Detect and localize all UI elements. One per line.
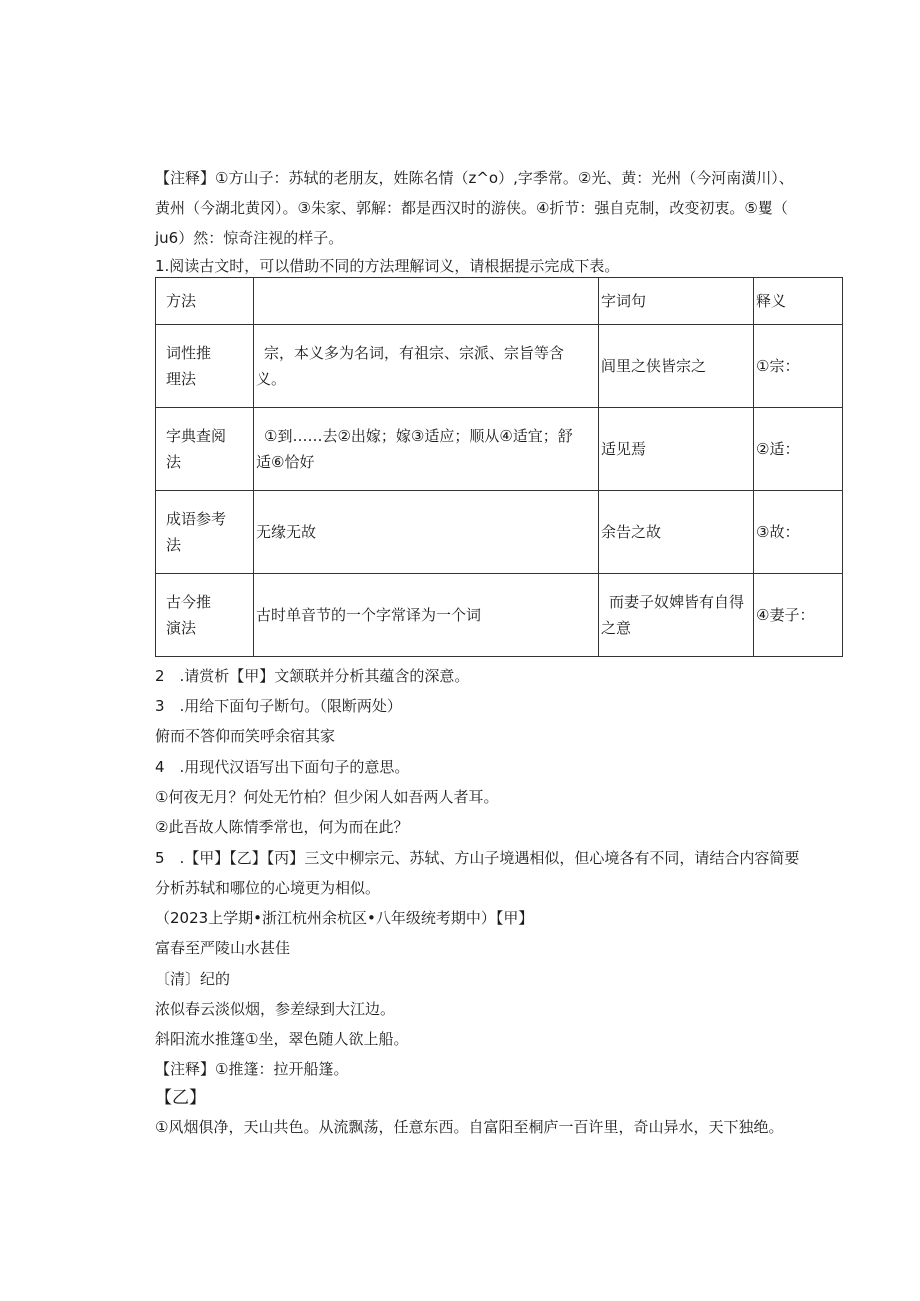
table-header-row — [156, 278, 843, 325]
answer-cell: ④妻子： — [754, 574, 843, 657]
table-row — [156, 325, 843, 408]
table-row — [156, 574, 843, 657]
phrase-cell: 闾里之侠皆宗之 — [599, 325, 754, 408]
annotation-line-2: 黄州（今湖北黄冈）。③朱家、郭解：都是西汉时的游侠。④折节：强自克制，改变初衷。⑤矍（ — [155, 199, 788, 217]
annotation-line-3: ju6）然：惊奇注视的样子。 — [155, 229, 344, 247]
prose-line-1: ①风烟俱净，天山共色。从流飘荡，任意东西。自富阳至桐庐一百许里，奇山异水，天下独绝。 — [155, 1118, 784, 1136]
table-row — [156, 491, 843, 574]
poem-author: 〔清〕纪的 — [155, 970, 231, 988]
section-b-label: 【乙】 — [155, 1088, 206, 1108]
hint-cell: 古时单音节的一个字常译为一个词 — [254, 574, 599, 657]
method-cell: 词性推 理法 — [156, 325, 254, 408]
question-3-sentence: 俯而不答仰而笑呼余宿其家 — [155, 727, 336, 745]
question-5-line-2: 分析苏轼和哪位的心境更为相似。 — [155, 879, 381, 897]
question-2: 2 .请赏析【甲】文颔联并分析其蕴含的深意。 — [155, 667, 470, 685]
header-phrase: 字词句 — [599, 278, 754, 325]
annotation-line-1: 【注释】①方山子：苏轼的老朋友，姓陈名情（z^o）,字季常。②光、黄：光州（今河南潢川）、 — [155, 169, 794, 187]
question-1: 1.阅读古文时，可以借助不同的方法理解词义，请根据提示完成下表。 — [155, 257, 620, 275]
method-cell: 古今推 演法 — [156, 574, 254, 657]
question-5-line-1: 5 .【甲】【乙】【丙】三文中柳宗元、苏轼、方山子境遇相似，但心境各有不同，请结合内容简要 — [155, 849, 800, 867]
answer-cell: ③故： — [754, 491, 843, 574]
phrase-cell: 而妻子奴婢皆有自得 之意 — [599, 574, 754, 657]
hint-cell: 宗，本义多为名词，有祖宗、宗派、宗旨等含 义。 — [254, 325, 599, 408]
hint-cell: ①到……去②出嫁；嫁③适应；顺从④适宜；舒 适⑥恰好 — [254, 408, 599, 491]
answer-cell: ②适： — [754, 408, 843, 491]
hint-cell: 无缘无故 — [254, 491, 599, 574]
poem-title: 富春至严陵山水甚佳 — [155, 939, 291, 957]
question-4-item-a: ①何夜无月？何处无竹柏？但少闲人如吾两人者耳。 — [155, 788, 499, 806]
header-method: 方法 — [156, 278, 254, 325]
method-cell: 成语参考 法 — [156, 491, 254, 574]
methods-table — [155, 277, 843, 657]
poem-line-2: 斜阳流水推篷①坐，翠色随人欲上船。 — [155, 1030, 409, 1048]
poem-note: 【注释】①推篷：拉开船篷。 — [155, 1060, 349, 1078]
question-4-item-b: ②此吾故人陈情季常也，何为而在此？ — [155, 818, 409, 836]
method-cell: 字典查阅 法 — [156, 408, 254, 491]
header-hint — [254, 278, 599, 325]
table-row — [156, 408, 843, 491]
question-4: 4 .用现代汉语写出下面句子的意思。 — [155, 758, 410, 776]
answer-cell: ①宗： — [754, 325, 843, 408]
header-meaning: 释义 — [754, 278, 843, 325]
question-3: 3 .用给下面句子断句。（限断两处） — [155, 697, 402, 715]
source-label: （2023上学期•浙江杭州余杭区•八年级统考期中）【甲】 — [155, 909, 534, 927]
poem-line-1: 浓似春云淡似烟，参差绿到大江边。 — [155, 1000, 396, 1018]
phrase-cell: 适见焉 — [599, 408, 754, 491]
phrase-cell: 余告之故 — [599, 491, 754, 574]
